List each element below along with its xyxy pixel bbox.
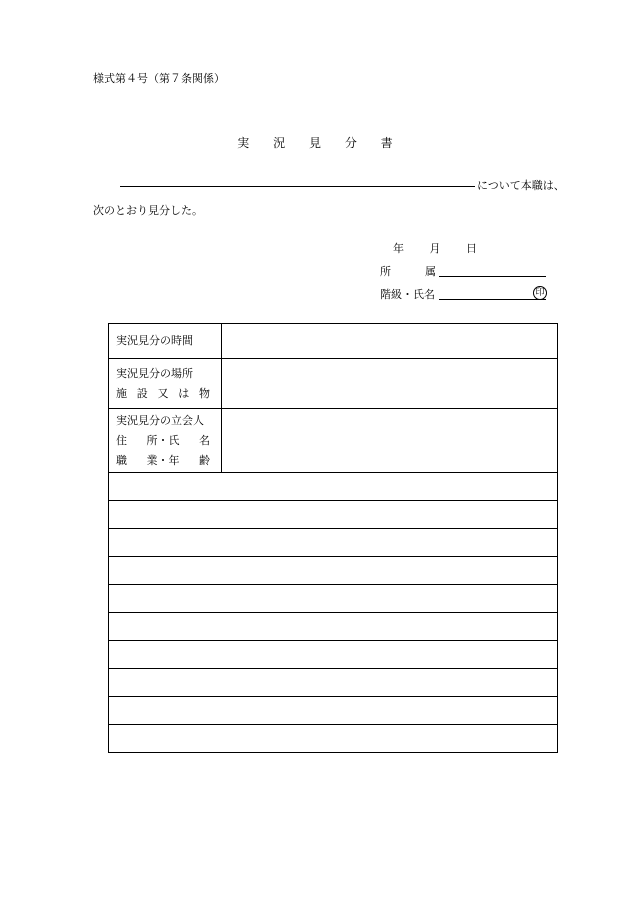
blank-row	[109, 585, 558, 613]
affiliation-char: 属	[425, 265, 436, 278]
date-day-label: 日	[466, 242, 477, 255]
header-char: 名	[199, 433, 210, 447]
header-line: 実況見分の場所	[116, 366, 193, 380]
blank-row	[109, 697, 558, 725]
title-char: 分	[344, 136, 357, 150]
header-char: 住	[116, 433, 127, 447]
blank-row-cell[interactable]	[109, 473, 558, 501]
seal-mark: 印	[533, 286, 547, 300]
header-char: 物	[199, 386, 210, 400]
header-char: 設	[136, 386, 148, 400]
document-title	[0, 134, 630, 151]
date-month-label: 月	[429, 242, 441, 255]
header-line	[116, 431, 210, 451]
header-line: 実況見分の立会人	[116, 413, 204, 427]
header-line: 実況見分の時間	[116, 334, 193, 347]
date-field[interactable]	[393, 240, 499, 256]
record-table	[108, 323, 558, 753]
date-year-label: 年	[393, 242, 404, 255]
rank-name-label: 階級・氏名	[380, 288, 435, 301]
subject-blank-line[interactable]	[120, 186, 475, 187]
header-char: 業・年	[146, 453, 180, 467]
table-row	[109, 324, 558, 359]
intro-text-line2: 次のとおり見分した。	[93, 204, 203, 217]
row-header-time	[109, 324, 222, 359]
blank-row-cell[interactable]	[109, 585, 558, 613]
header-line	[116, 384, 210, 404]
blank-row	[109, 501, 558, 529]
header-char: 所・氏	[146, 433, 180, 447]
blank-row	[109, 725, 558, 753]
intro-text: について本職は、	[477, 179, 565, 192]
blank-row	[109, 529, 558, 557]
title-char: 況	[273, 136, 286, 150]
blank-row	[109, 641, 558, 669]
header-char: 職	[116, 453, 127, 467]
blank-row-cell[interactable]	[109, 529, 558, 557]
table-row	[109, 409, 558, 473]
blank-row	[109, 613, 558, 641]
time-cell[interactable]	[222, 324, 558, 359]
affiliation-blank-line[interactable]	[439, 276, 546, 277]
row-header-place	[109, 359, 222, 409]
blank-row-cell[interactable]	[109, 725, 558, 753]
rank-name-blank-line[interactable]	[439, 299, 546, 300]
witness-cell[interactable]	[222, 409, 558, 473]
affiliation-char: 所	[380, 265, 391, 278]
table-row	[109, 359, 558, 409]
title-char: 実	[237, 136, 250, 150]
blank-rows	[109, 473, 558, 753]
form-number: 様式第４号（第７条関係）	[93, 72, 225, 85]
affiliation-label	[380, 263, 436, 279]
blank-row-cell[interactable]	[109, 697, 558, 725]
blank-row-cell[interactable]	[109, 501, 558, 529]
header-char: 齢	[199, 453, 210, 467]
header-char: 施	[116, 386, 127, 400]
blank-row	[109, 557, 558, 585]
row-header-witness	[109, 409, 222, 473]
blank-row-cell[interactable]	[109, 557, 558, 585]
header-char: 又	[157, 386, 169, 400]
place-cell[interactable]	[222, 359, 558, 409]
blank-row	[109, 473, 558, 501]
blank-row-cell[interactable]	[109, 669, 558, 697]
title-char: 見	[308, 136, 321, 150]
title-char: 書	[380, 136, 393, 150]
blank-row-cell[interactable]	[109, 641, 558, 669]
blank-row	[109, 669, 558, 697]
header-line	[116, 451, 210, 471]
blank-row-cell[interactable]	[109, 613, 558, 641]
header-char: は	[178, 386, 190, 400]
